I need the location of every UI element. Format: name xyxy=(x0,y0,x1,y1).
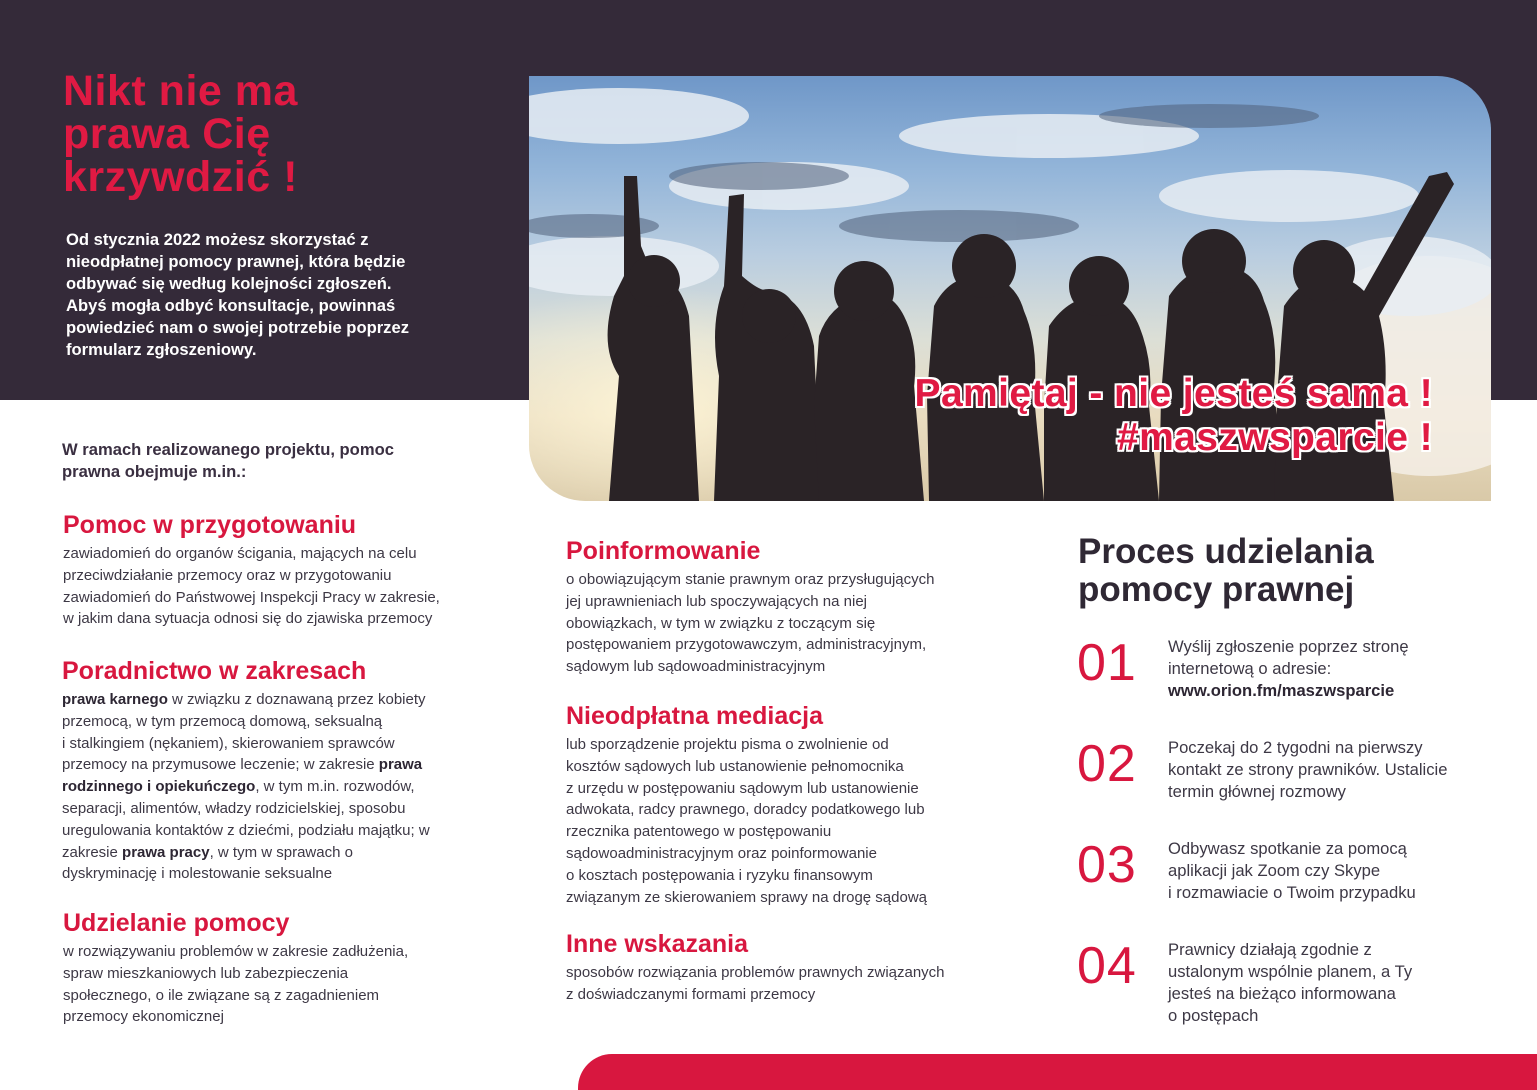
body-line: o kosztach postępowania i ryzyku finansowym xyxy=(566,866,873,884)
body-line: w rozwiązywaniu problemów w zakresie zadłużenia, xyxy=(63,943,409,960)
headline-line: prawa Cię xyxy=(63,110,271,158)
body-line: uregulowania kontaktów z dziećmi, podziału majątku; w xyxy=(62,821,430,839)
bold-term: prawa xyxy=(378,756,423,774)
step-line: kontakt ze strony prawników. Ustalicie xyxy=(1168,760,1448,779)
intro-line: powiedzieć nam o swojej potrzebie poprzez xyxy=(66,318,409,337)
body-line: przeciwdziałanie przemocy oraz w przygotowaniu xyxy=(63,566,392,584)
intro-line: Od stycznia 2022 możesz skorzystać z xyxy=(66,230,369,249)
body-line: związanym ze skierowaniem sprawy na drogę sądową xyxy=(566,888,927,906)
body-line: rzecznika patentowego w postępowaniu xyxy=(566,823,832,841)
slogan xyxy=(915,372,1433,460)
intro-text xyxy=(66,229,461,361)
intro-line: Abyś mogła odbyć konsultacje, powinnaś xyxy=(66,296,396,315)
step-line: o postępach xyxy=(1168,1006,1259,1025)
lead-text xyxy=(62,439,462,483)
body-line: lub sporządzenie projektu pisma o zwolnienie od xyxy=(566,736,889,753)
step-line: i rozmawiacie o Twoim przypadku xyxy=(1168,883,1416,902)
section-body xyxy=(566,569,996,678)
step-number: 04 xyxy=(1077,937,1137,995)
headline-line: krzywdzić ! xyxy=(63,153,298,201)
step-line: jesteś na bieżąco informowana xyxy=(1168,984,1396,1003)
hashtag: #maszwsparcie ! xyxy=(1116,416,1433,459)
body-line: obowiązkach, w tym w związku z toczącym się xyxy=(566,614,876,632)
step-text xyxy=(1168,939,1498,1027)
bold-term: prawa karnego xyxy=(62,691,168,708)
body-line: sposobów rozwiązania problemów prawnych związanych xyxy=(566,964,945,981)
body-text: , w tym w sprawach o xyxy=(209,843,353,861)
process-title-line: pomocy prawnej xyxy=(1078,570,1355,609)
body-text: przemocy na przymusowe leczenie; w zakresie xyxy=(62,756,379,774)
body-line: sądowym lub sądowoadministracyjnym xyxy=(566,658,826,676)
body-line: zawiadomień do organów ścigania, mających na celu xyxy=(63,545,417,562)
process-title xyxy=(1078,533,1498,609)
body-line: przemocą, w tym przemocą domową, seksualną xyxy=(62,712,383,730)
step-line: termin głównej rozmowy xyxy=(1168,782,1346,801)
body-line: sądowoadministracyjnym oraz poinformowanie xyxy=(566,844,877,862)
body-text: zakresie xyxy=(62,843,123,861)
body-line: społecznego, o ile związane są z zagadnieniem xyxy=(63,986,380,1004)
lead-line: W ramach realizowanego projektu, pomoc xyxy=(62,440,394,459)
section-body xyxy=(63,941,483,1028)
headline xyxy=(63,67,483,201)
section-body xyxy=(63,543,483,630)
step-line: Prawnicy działają zgodnie z xyxy=(1168,940,1372,959)
step-line: Poczekaj do 2 tygodni na pierwszy xyxy=(1168,738,1423,757)
step-number: 01 xyxy=(1077,634,1137,692)
body-line xyxy=(62,776,482,798)
body-line: przemocy ekonomicznej xyxy=(63,1008,224,1026)
section-title: Poradnictwo w zakresach xyxy=(62,657,367,685)
slogan-line: Pamiętaj - nie jesteś sama ! xyxy=(914,372,1433,415)
body-text: w związku z doznawaną przez kobiety xyxy=(167,691,426,708)
body-text: , w tym m.in. rozwodów, xyxy=(255,778,415,796)
body-line: jej uprawnieniach lub spoczywających na niej xyxy=(566,592,868,610)
section-body xyxy=(566,734,996,908)
step-line: ustalonym wspólnie planem, a Ty xyxy=(1168,962,1413,981)
step-text xyxy=(1168,737,1498,803)
body-line: z urzędu w postępowaniu sądowym lub ustanowienie xyxy=(566,779,919,797)
body-line: spraw mieszkaniowych lub zabezpieczenia xyxy=(63,964,349,982)
intro-line: nieodpłatnej pomocy prawnej, która będzie xyxy=(66,252,406,271)
section-body xyxy=(62,689,482,885)
footer-accent-bar xyxy=(578,1054,1537,1090)
section-title: Udzielanie pomocy xyxy=(63,909,290,937)
body-line xyxy=(62,754,482,776)
body-line: o obowiązującym stanie prawnym oraz przysługujących xyxy=(566,571,935,588)
section-title: Poinformowanie xyxy=(566,537,761,565)
step-line: aplikacji jak Zoom czy Skype xyxy=(1168,861,1381,880)
body-line: postępowaniem przygotowawczym, administracyjnym, xyxy=(566,636,927,654)
body-line: kosztów sądowych lub ustanowienie pełnomocnika xyxy=(566,757,904,775)
body-line: z doświadczanymi formami przemocy xyxy=(566,985,816,1003)
body-line: zawiadomień do Państwowej Inspekcji Pracy w zakresie, xyxy=(63,588,440,606)
body-line: separacji, alimentów, władzy rodzicielskiej, sposobu xyxy=(62,799,406,817)
lead-line: prawna obejmuje m.in.: xyxy=(62,462,247,481)
section-title: Nieodpłatna mediacja xyxy=(566,702,824,730)
body-line xyxy=(62,689,482,711)
body-line: w jakim dana sytuacja odnosi się do zjawiska przemocy xyxy=(63,610,433,628)
step-number: 03 xyxy=(1077,836,1137,894)
section-title: Pomoc w przygotowaniu xyxy=(63,511,357,539)
process-title-line: Proces udzielania xyxy=(1078,532,1374,571)
section-body xyxy=(566,962,996,1006)
bold-term: rodzinnego i opiekuńczego xyxy=(62,778,256,796)
step-line: Odbywasz spotkanie za pomocą xyxy=(1168,839,1407,858)
bold-term: prawa pracy xyxy=(122,843,210,861)
hero-photo xyxy=(529,76,1491,501)
intro-line: odbywać się według kolejności zgłoszeń. xyxy=(66,274,392,293)
body-line xyxy=(62,842,482,864)
step-text xyxy=(1168,636,1498,702)
body-line: adwokata, radcy prawnego, doradcy podatkowego lub xyxy=(566,801,925,819)
intro-line: formularz zgłoszeniowy. xyxy=(66,340,257,359)
section-title: Inne wskazania xyxy=(566,930,749,958)
body-line: i stalkingiem (nękaniem), skierowaniem sprawców xyxy=(62,734,395,752)
step-line: Wyślij zgłoszenie poprzez stronę xyxy=(1168,637,1409,656)
body-line: dyskryminację i molestowanie seksualne xyxy=(62,865,333,883)
step-line: internetową o adresie: xyxy=(1168,659,1332,678)
step-text xyxy=(1168,838,1498,904)
step-number: 02 xyxy=(1077,735,1137,793)
website-link[interactable]: www.orion.fm/maszwsparcie xyxy=(1168,681,1395,700)
headline-line: Nikt nie ma xyxy=(63,67,298,115)
